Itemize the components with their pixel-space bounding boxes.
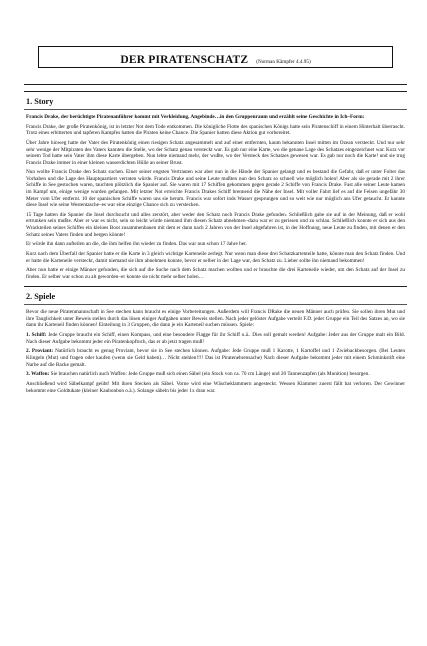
story-intro: Francis Drake, der berüchtigte Piratenanführer kommt mit Verkleidung, Angebinde…in den Gruppenraum und erzählt seine Geschichte in Ich–Form: bbox=[26, 114, 365, 120]
story-paragraph: Nun wollte Francis Drake den Schatz suchen. Einer seiner engsten Vertrauten war aber nun in die Hände der Spanier gelangt und es bestand die Gefahr, daß er unter Folter das Vorhaben und die Lage des Hauptquartiers verraten würde. Francis Drake und seine Leute mußten nun den Schatz so schnell wie möglich holen! Aber als sie gerade mit 2 ihrer Schiffe in See gestochen waren, tauchten plötzlich die Spanier auf. Sie waren mit 17 Schiffen gekommen gegen gerade 2 Schiffe von Francis Drake. Fast alle seiner Leute kamen im Kampf um, einige wenige wurden gefangen. Mit letzter Not erreichte Francis Drakes Schiff brennend die Nähe der Insel. Mit voller Fahrt lief es auf die Felsen ungefähr 30 Meter vom Ufer entfernt. 10 der spanischen Schiffe waren uns sie herum. Francis war sofort inds Wasser gesprungen und so weit wie nur möglich ans Ufer getaucht. Er kannte diese Insel wie seine Westentasche–es war eine einzige Chance sich zu verstecken. bbox=[26, 169, 405, 209]
document-page bbox=[0, 46, 427, 646]
top-divider bbox=[24, 84, 407, 85]
spiele-section bbox=[26, 309, 405, 394]
story-paragraph: 15 Tage hatten die Spanier die Insel durchsucht und alles zerstört, aber weder den Schatz noch Francis Drake gefunden. Schließlich gabe sie auf in der Meinung, daß er wohl ertrunken sein mußte. Aber er war es nicht, sein so leicht würde niemand ihm diesen Schatz abnehmen–dazu war er zu gerissen und zu schlau. Schließlich konnte er sich aus den Wrackteilen seines Schiffes ein kleines Boot zusammenbauen mit dem er dann nach 2 Jahren von der Insel abgefahren ist, in der Hoffnung, neue Leute zu finden, mit denen er den Schatz seines Vaters finden und bergen könnte! bbox=[26, 211, 405, 238]
game-item-label: 3. Waffen: bbox=[26, 371, 50, 378]
title-box bbox=[38, 46, 393, 68]
game-item-label: 1. Schiff: bbox=[26, 332, 47, 339]
spiele-intro: Bevor die neue Piratenmannschaft in See stechen kann braucht es einige Vorbereitungen. Außerdem will Francis DRake die neuen Männer auch prüfen. Sie sollen ihren Mut und ihre Tauglichkeit unter Beweis stellen durch das lösen einiger Aufgaben unter Beweis stellen. Nach jeder gelöster Aufgabe verteilt F.D. jeder Gruppe ein Teil des Satzes an, wo sie dann ihr Karteneil finden können! Einteilung in 3 Gruppen, die dann je ein Karteneil suchen müssen. Spiele: bbox=[26, 309, 405, 329]
section-divider bbox=[24, 304, 407, 305]
spiele-closing: Anschließend wird Säbelkampf geübt! Mit ihren Stecken als Säbel. Vorne wird eine Wäscheklammern angesteckt. Wessen Klammer zuerst fällt hat verloren. Der Gewinner bekommt eine Goldtukate (kleiner Kaubonbon o.ä.). Solange säbeln bis jeder 1x dran war. bbox=[26, 381, 405, 394]
game-item-text: Sie brauchen natürlich auch Waffen: Jede Gruppe muß sich einen Säbel (ein Stock von ca. 70 cm Länge) und 20 Tannenzapfen (als Munition) besorgen. bbox=[50, 371, 370, 378]
section-heading-spiele: 2. Spiele bbox=[26, 292, 56, 302]
section-heading-story: 1. Story bbox=[26, 97, 54, 106]
story-paragraph: Francis Drake, der große Piratenkönig, ist in letzter Not dem Tode entkommen. Die königliche Flotte des spanischen Königs hatte sein Piratenschiff in einem Hinterhalt überrascht. Trotz eines erbitterten und tapferen Kampfes hatten die Piraten keine Chance. Die Spanier hatten diese Aktion gut vorbereitet. bbox=[26, 123, 405, 137]
section-divider bbox=[24, 109, 407, 110]
story-paragraph: Kurz nach dem Überfall der Spanier hatte er die Karte in 3 gleich wichtige Karteneile zerlegt. Nur wenn man diese drei Schatzkartenteile hatte, könnte man den Schatz finden. Und er hatte die Karteneile versteckt, damit niemand sie ihm abnehmen konnte, bevor er selber in der Lage war, den Schatz zu. Lieber sollte ihn niemand bekommen! bbox=[26, 250, 405, 264]
game-item-label: 2. Proviant: bbox=[26, 348, 54, 355]
game-item bbox=[26, 332, 405, 345]
top-divider-2 bbox=[24, 91, 407, 92]
story-section bbox=[26, 114, 405, 280]
game-item-text: Natürlich braucht es genug Proviant, bevor sie in See stechen können. Aufgabe: Jede Gruppe muß 1 Karotte, 1 Kartoffel und 1 Zwiebackbesorgen. (Bei Leuten Klingeln (Mut) und fragen oder kaufen (wenn sie Geld haben)… Nicht stehlen!!!! Das ist Piratenehrensache) Nach dieser Aufgabe bekommt jeder mit einem Schminkstift eine Narbe auf die Backe gemalt. bbox=[26, 348, 405, 368]
story-paragraph: Aber nun hatte er einige Männer gefunden, die sich auf die Suche nach dem Schatz machen wollten und er brauchte die drei Karteneile wieder, um den Schatz auf der Insel zu finden. Er selber war schon zu alt geworden–er konnte sie nicht mehr selber holen… bbox=[26, 267, 405, 280]
story-paragraph: Er würde ihn dann aufteilen an die, die ihm helfen ihn wieder zu finden. Das war nun schon 17 Jahre her. bbox=[26, 241, 247, 248]
game-item-text: Jede Gruppe braucht ein Schiff, einen Kompass, und eine besondere Flagge für ihr Schiff o.ä.. Dies soll gemalt werden! Aufgabe: Jeder aus der Gruppe malt ein Bild. Nach dieser Aufgabe bekommt jeder ein Piratenkopftuch, das er ab jetzt tragen muß! bbox=[26, 332, 405, 345]
document-title: DER PIRATENSCHATZ bbox=[120, 54, 249, 66]
document-author-date: (Norman Kämpfer 4.4.95) bbox=[256, 59, 311, 65]
story-paragraph: Über Jahre hinweg hatte der Vater des Piratenkönig einen riesigen Schatz angesammelt und auf einer entfernten, kaum bekannten Insel mitten im Ozean versteckt. Und nur sehr sehr wenige der Mitpiraten des Vaters kannten die Stelle, wo der Schatz genau versteckt war. Es gab nur eine Karte, wo die genaue Lage des Schatzes eingezeichnet war. Kurz vor seinem Tod hatte sein Vater ihm diese Karte übergeben. Nun lebte niemand mehr, der wußte, wo der Versteck des Schatzes gewesen war. Es gab nur noch die Karte! und sie trug Francis Drake immer in einer kleinen wasserdichten Hülle an seiner Brust. bbox=[26, 140, 405, 166]
section-divider bbox=[24, 286, 407, 287]
game-item bbox=[26, 371, 405, 378]
game-item bbox=[26, 348, 405, 368]
